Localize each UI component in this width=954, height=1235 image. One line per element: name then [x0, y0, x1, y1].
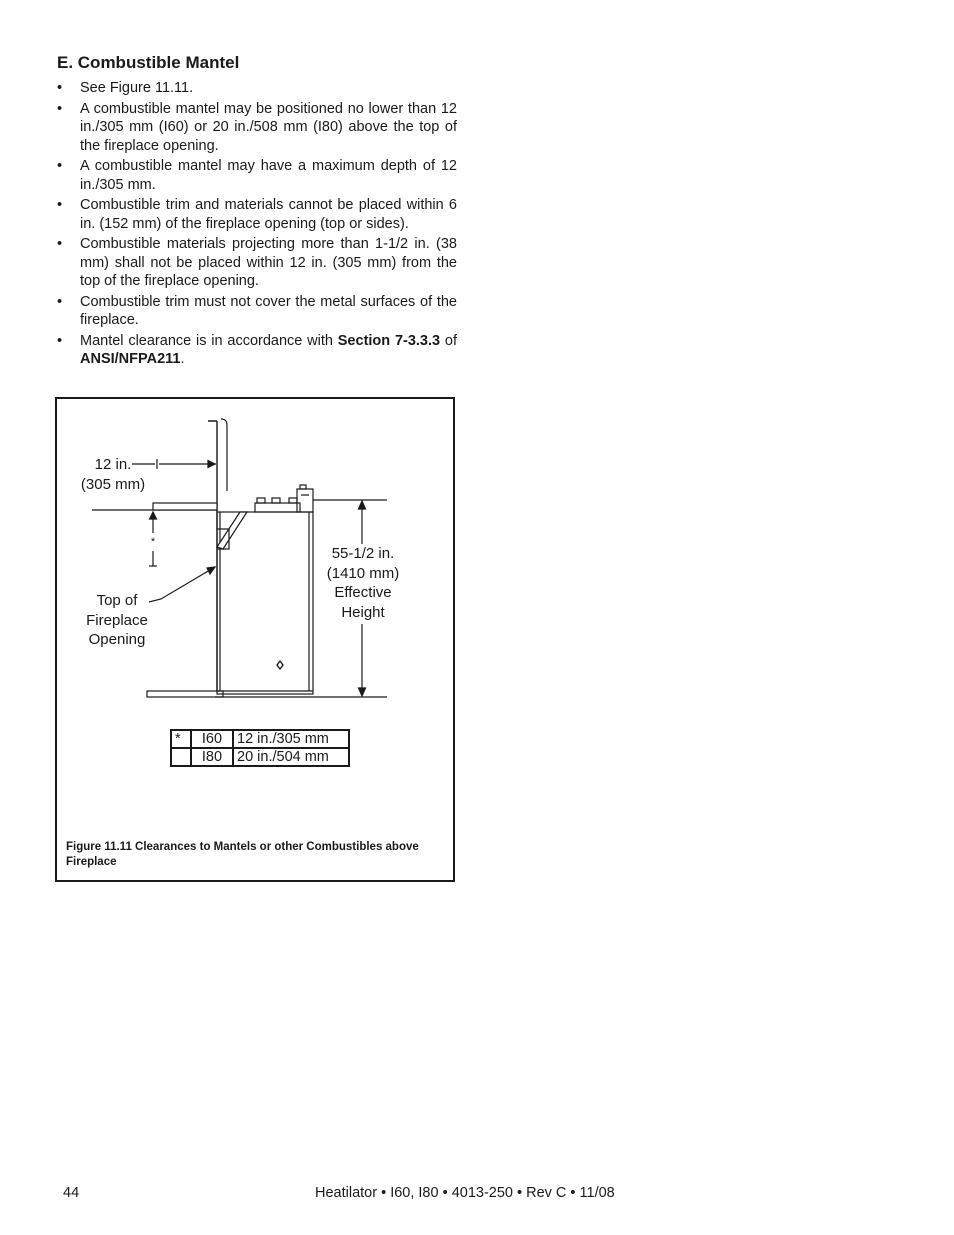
- clearance-star-label: *: [150, 536, 156, 548]
- section-reference: Section 7-3.3.3: [337, 332, 441, 349]
- bullet-text: See Figure 11.11.: [80, 80, 194, 96]
- list-item: [57, 196, 457, 233]
- bullet-dot: •: [57, 236, 63, 252]
- document-info: Heatilator • I60, I80 • 4013-250 • Rev C • 11/08: [315, 1185, 615, 1201]
- bullet-text: Combustible trim must not cover the metal surfaces of the fireplace.: [80, 293, 457, 328]
- bullet-dot: •: [57, 100, 63, 117]
- list-item: [57, 235, 457, 291]
- bullet-dot: •: [57, 197, 63, 213]
- bullet-dot: •: [57, 80, 63, 96]
- list-item: [57, 79, 457, 98]
- table-cell-value: 12 in./305 mm: [233, 730, 349, 748]
- top-label-line3: Opening: [88, 631, 146, 648]
- depth-label-line2: (305 mm): [80, 475, 146, 493]
- table-cell-mark: [171, 748, 191, 766]
- table-cell-model: I60: [191, 730, 233, 748]
- table-cell-value: 20 in./504 mm: [233, 748, 349, 766]
- bullet-dot: •: [57, 158, 63, 174]
- top-label-line2: Fireplace: [86, 611, 148, 629]
- height-label-line4: Height: [341, 603, 385, 621]
- figure-11-11: [55, 397, 455, 882]
- standard-reference: ANSI/NFPA211: [80, 351, 181, 367]
- list-item: [57, 332, 457, 369]
- list-item: [57, 157, 457, 194]
- bullet-text-pre: Mantel clearance is in accordance with: [80, 332, 338, 349]
- effective-height-label: [319, 544, 407, 622]
- section-heading: E. Combustible Mantel: [57, 53, 240, 72]
- height-label-line3: Effective: [334, 584, 392, 601]
- bullet-text-mid: of: [440, 332, 457, 349]
- bullet-dot: •: [57, 332, 63, 349]
- table-cell-mark: *: [171, 730, 191, 748]
- table-row: [171, 748, 349, 766]
- mantel-clearance-table: [170, 729, 350, 767]
- bullet-text-post: .: [180, 351, 185, 367]
- top-label-line1: Top of: [96, 592, 138, 609]
- figure-caption: Figure 11.11 Clearances to Mantels or other Combustibles above Fireplace: [66, 841, 419, 868]
- page-number: 44: [63, 1185, 80, 1201]
- list-item: [57, 293, 457, 330]
- top-of-opening-label: [77, 591, 157, 650]
- table-cell-model: I80: [191, 748, 233, 766]
- depth-label-line1: 12 in.: [94, 456, 132, 473]
- bullet-text: A combustible mantel may have a maximum depth of 12 in./305 mm.: [80, 158, 457, 193]
- bullet-dot: •: [57, 293, 63, 310]
- depth-dimension-label: [73, 455, 153, 494]
- bullet-text: Combustible materials projecting more than 1-1/2 in. (38 mm) shall not be placed within 12 in. (305 mm) from the top of the fireplace opening.: [80, 236, 457, 289]
- height-label-line2: (1410 mm): [326, 564, 400, 582]
- table-row: [171, 730, 349, 748]
- height-label-line1: 55-1/2 in.: [331, 545, 395, 562]
- bullet-text: A combustible mantel may be positioned no lower than 12 in./305 mm (I60) or 20 in./508 mm (I80) above the top of the fireplace opening.: [80, 100, 457, 154]
- bullet-text: Combustible trim and materials cannot be placed within 6 in. (152 mm) of the fireplace opening (top or sides).: [80, 197, 457, 232]
- list-item: [57, 100, 457, 156]
- bullet-list: [57, 79, 457, 371]
